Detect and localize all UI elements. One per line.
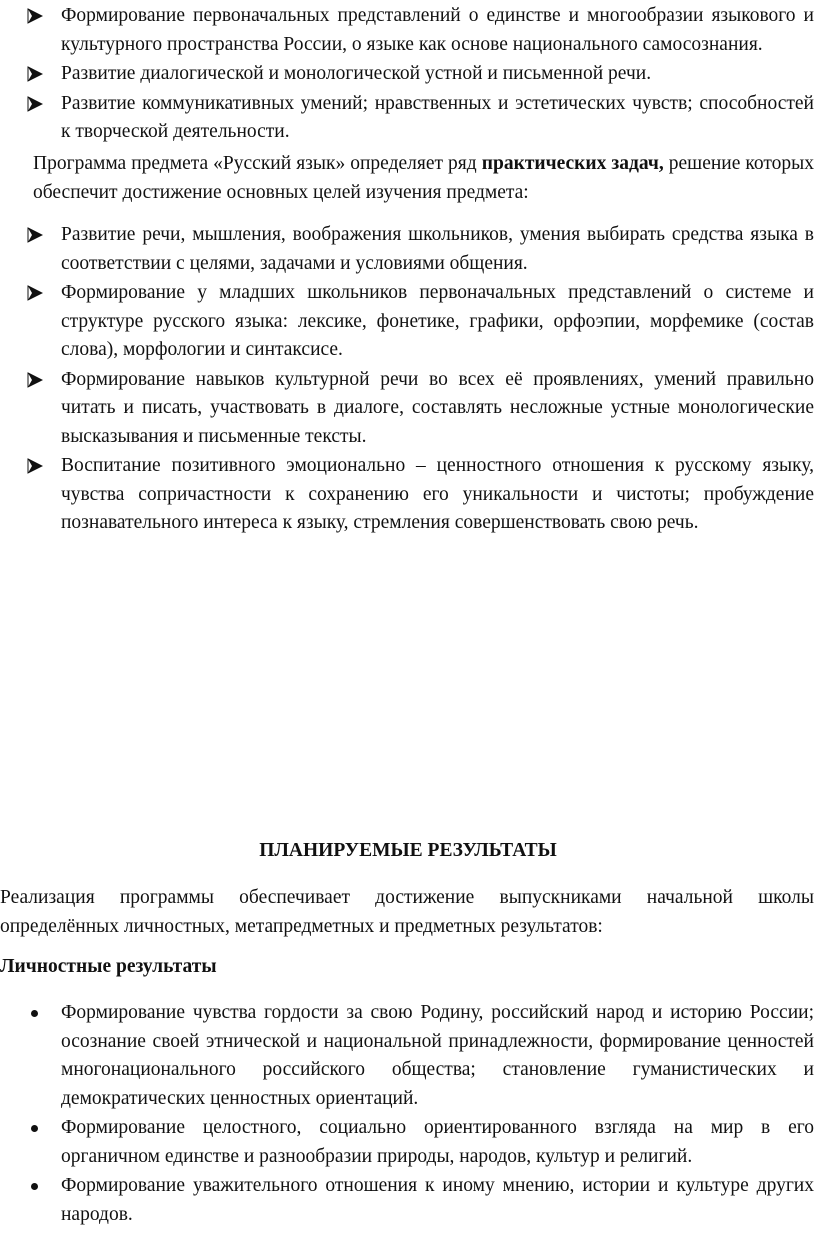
list-item — [0, 1172, 816, 1229]
program-text-start: Программа предмета «Русский язык» определяет ряд — [33, 153, 482, 174]
list-item — [0, 279, 816, 365]
list-item-text: Развитие коммуникативных умений; нравственных и эстетических чувств; способностей к творческой деятельности. — [61, 92, 814, 142]
program-text-end: решение которых обеспечит достижение основных целей изучения предмета: — [33, 153, 814, 203]
results-intro: Реализация программы обеспечивает достижение выпускниками начальной школы определённых личностных, метапредметных и предметных результатов: — [0, 887, 814, 937]
list-item-text: Формирование целостного, социально ориентированного взгляда на мир в его органичном единстве и разнообразии природы, народов, культур и религий. — [61, 1117, 814, 1167]
personal-results-list — [0, 999, 816, 1229]
list-item — [0, 90, 816, 147]
list-item-text: Формирование у младших школьников первоначальных представлений о системе и структуре русского языка: лексике, фонетике, графики, орфоэпии, морфемике (состав слова), морфологии и синтаксисе. — [61, 282, 814, 360]
program-paragraph — [33, 150, 814, 207]
list-item — [0, 452, 816, 538]
list-item — [0, 221, 816, 278]
arrowhead-bullet-icon — [27, 2, 47, 30]
round-bullet-icon — [31, 1183, 38, 1190]
list-item — [0, 366, 816, 452]
arrowhead-bullet-icon — [27, 221, 47, 249]
round-bullet-icon — [31, 1010, 38, 1017]
list-item-text: Развитие диалогической и монологической устной и письменной речи. — [61, 63, 652, 84]
arrowhead-bullet-icon — [27, 452, 47, 480]
practical-tasks-bold: практических задач, — [481, 153, 664, 174]
list-item — [0, 60, 816, 89]
round-bullet-icon — [31, 1125, 38, 1132]
list-item-text: Формирование уважительного отношения к иному мнению, истории и культуре других народов. — [61, 1175, 814, 1225]
list-item — [0, 999, 816, 1113]
list-item-text: Формирование навыков культурной речи во всех её проявлениях, умений правильно читать и писать, участвовать в диалоге, составлять несложные устные монологические высказывания и письменные тексты. — [61, 368, 814, 447]
arrowhead-bullet-icon — [27, 366, 47, 394]
goals-list — [0, 2, 816, 147]
list-item — [0, 2, 816, 59]
arrowhead-bullet-icon — [27, 279, 47, 307]
tasks-list — [0, 221, 816, 538]
arrowhead-bullet-icon — [27, 90, 47, 118]
list-item — [0, 1114, 816, 1171]
list-item-text: Формирование первоначальных представлений о единстве и многообразии языкового и культурного пространства России, о языке как основе национального самосознания. — [61, 5, 814, 55]
arrowhead-bullet-icon — [27, 60, 47, 88]
list-item-text: Развитие речи, мышления, воображения школьников, умения выбирать средства языка в соответствии с целями, задачами и условиями общения. — [61, 224, 814, 274]
list-item-text: Формирование чувства гордости за свою Родину, российский народ и историю России; осознание своей этнической и национальной принадлежности, формирование ценностей многонационального российского общества; становление гуманистических и демократических ценностных ориентаций. — [61, 1002, 814, 1109]
subsection-heading: Личностные результаты — [0, 956, 217, 977]
section-heading: ПЛАНИРУЕМЫЕ РЕЗУЛЬТАТЫ — [259, 840, 557, 861]
list-item-text: Воспитание позитивного эмоционально – ценностного отношения к русскому языку, чувства сопричастности к сохранению его уникальности и чистоты; пробуждение познавательного интереса к языку, стремления совершенствовать свою речь. — [61, 455, 814, 533]
